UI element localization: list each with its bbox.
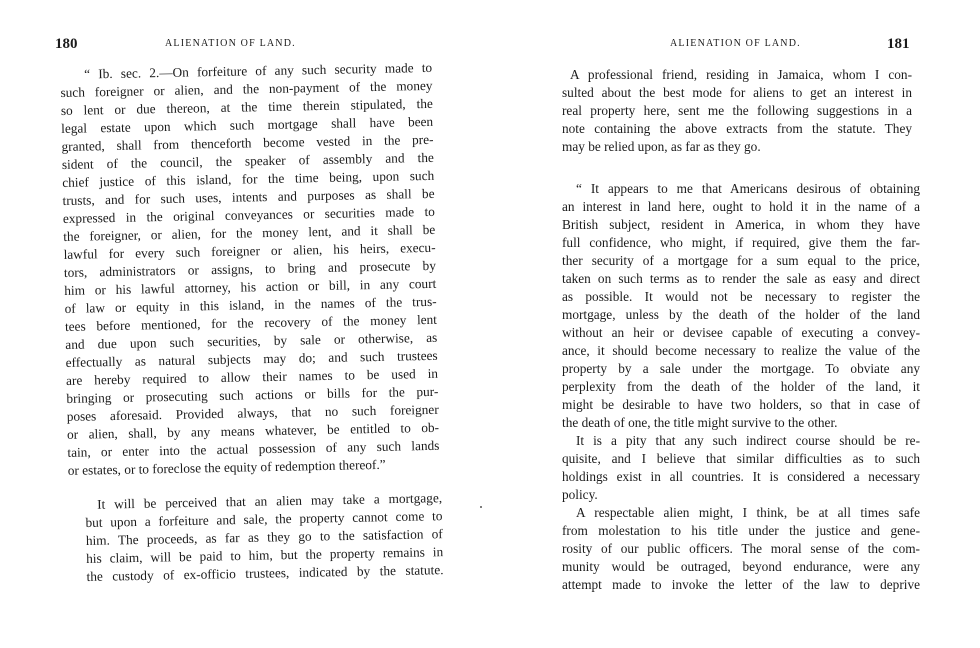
right-page bbox=[490, 0, 980, 648]
text-line: munity would be outraged, beyond endurance, were any bbox=[562, 559, 920, 574]
text-line: an interest in land here, ought to hold it in the name of a bbox=[562, 199, 920, 214]
paper-fleck bbox=[480, 506, 482, 508]
text-line: expressed in the original conveyances or securities made to bbox=[62, 203, 436, 226]
page-number: 180 bbox=[55, 36, 78, 52]
text-line: ther security of a mortgage for a sum equal to the price, bbox=[562, 253, 920, 268]
text-line: chief justice of this island, for the time being, upon such bbox=[62, 167, 435, 190]
friend-letter bbox=[562, 180, 920, 594]
text-line: bringing or prosecuting such actions or bills for the pur- bbox=[66, 383, 439, 406]
text-line: lawful for every such foreigner or alien, his heirs, execu- bbox=[63, 239, 436, 262]
text-line: effectually as natural subjects may do; and such trustees bbox=[65, 347, 438, 370]
text-line: sident of the council, the speaker of assembly and the bbox=[61, 149, 434, 172]
text-line: so lent or due thereon, at the time therein stipulated, the bbox=[60, 95, 433, 118]
text-line: ance, it should become necessary to realize the value of the bbox=[562, 343, 920, 358]
text-line: such foreigner or alien, and the non-payment of the money bbox=[60, 77, 433, 100]
text-line: It is a pity that any such indirect course should be re- bbox=[576, 433, 920, 448]
text-line: mortgage, unless by the death of the holder of the land bbox=[562, 307, 920, 322]
intro-paragraph bbox=[562, 66, 912, 156]
text-line: might be desirable to have two holders, so that in case of bbox=[562, 397, 920, 412]
text-line: the death of one, the title might survive to the other. bbox=[562, 415, 838, 430]
text-line: quisite, and I believe that similar difficulties as to such bbox=[562, 451, 920, 466]
text-line: or alien, shall, by any means whatever, be entitled to ob- bbox=[66, 419, 440, 442]
text-line: him or his lawful attorney, his action or bill, in any court bbox=[64, 275, 437, 298]
text-line: but upon a forfeiture and sale, the property cannot come to bbox=[85, 508, 443, 530]
text-line: the foreigner, or alien, for the money lent, and it shall be bbox=[63, 221, 436, 244]
text-line: or estates, or to foreclose the equity of redemption thereof.” bbox=[67, 456, 386, 478]
text-line: poses aforesaid. Provided always, that no such foreigner bbox=[66, 401, 439, 424]
text-line: attempt made to invoke the letter of the law to deprive bbox=[562, 577, 920, 592]
text-line: trusts, and for such uses, intents and purposes as shall be bbox=[62, 185, 435, 208]
text-line: real property here, sent me the following suggestions in a bbox=[562, 103, 912, 118]
text-line: A respectable alien might, I think, be at all times safe bbox=[576, 505, 920, 520]
text-line: policy. bbox=[562, 487, 598, 502]
statute-quote bbox=[60, 59, 440, 480]
text-line: note containing the above extracts from the statute. They bbox=[562, 121, 912, 136]
text-line: from molestation to his title under the justice and gene- bbox=[562, 523, 920, 538]
text-line: legal estate upon which such mortgage shall have been bbox=[61, 113, 434, 136]
running-head: ALIENATION OF LAND. bbox=[670, 38, 801, 49]
text-line: full confidence, who might, if required, give them the far- bbox=[562, 235, 920, 250]
text-line: perplexity from the death of the holder of the land, it bbox=[562, 379, 920, 394]
text-line: of law or equity in this island, in the names of the trus- bbox=[64, 293, 437, 316]
text-line: holdings exist in all countries. It is considered a necessary bbox=[562, 469, 920, 484]
text-line: A professional friend, residing in Jamaica, whom I con- bbox=[570, 67, 912, 82]
text-line: tors, administrators or assigns, to bring and prosecute by bbox=[63, 257, 437, 280]
running-head: ALIENATION OF LAND. bbox=[165, 38, 296, 49]
text-line: are hereby required to allow their names to be used in bbox=[65, 365, 439, 388]
text-line: him. The proceeds, as far as they go to the satisfaction of bbox=[85, 526, 443, 548]
commentary-paragraph bbox=[85, 489, 444, 586]
text-line: without an heir or devisee capable of executing a convey- bbox=[562, 325, 920, 340]
text-line: British subject, resident in America, in whom they have bbox=[562, 217, 920, 232]
text-line: “ It appears to me that Americans desirous of obtaining bbox=[576, 181, 920, 196]
text-line: as possible. It would not be necessary to register the bbox=[562, 289, 920, 304]
text-line: and due upon such securities, by sale or otherwise, as bbox=[65, 329, 438, 352]
text-line: “ Ib. sec. 2.—On forfeiture of any such security made to bbox=[84, 59, 433, 82]
text-line: sulted about the best mode for aliens to get an interest in bbox=[562, 85, 912, 100]
text-line: the custody of ex-officio trustees, indicated by the statute. bbox=[86, 562, 444, 584]
text-line: may be relied upon, as far as they go. bbox=[562, 139, 761, 154]
text-line: his claim, will be paid to him, but the property remains in bbox=[86, 544, 444, 566]
text-line: rosity of our public officers. The moral sense of the com- bbox=[562, 541, 920, 556]
text-line: granted, shall from thenceforth become vested in the pre- bbox=[61, 131, 434, 154]
text-line: tain, or enter into the actual possession of any such lands bbox=[67, 437, 440, 460]
text-line: tees before mentioned, for the recovery of the money lent bbox=[64, 311, 438, 334]
text-line: property by a sale under the mortgage. To obviate any bbox=[562, 361, 920, 376]
page-number: 181 bbox=[887, 36, 910, 52]
text-line: taken on such terms as to render the sale as easy and direct bbox=[562, 271, 920, 286]
text-line: It will be perceived that an alien may take a mortgage, bbox=[97, 490, 443, 512]
